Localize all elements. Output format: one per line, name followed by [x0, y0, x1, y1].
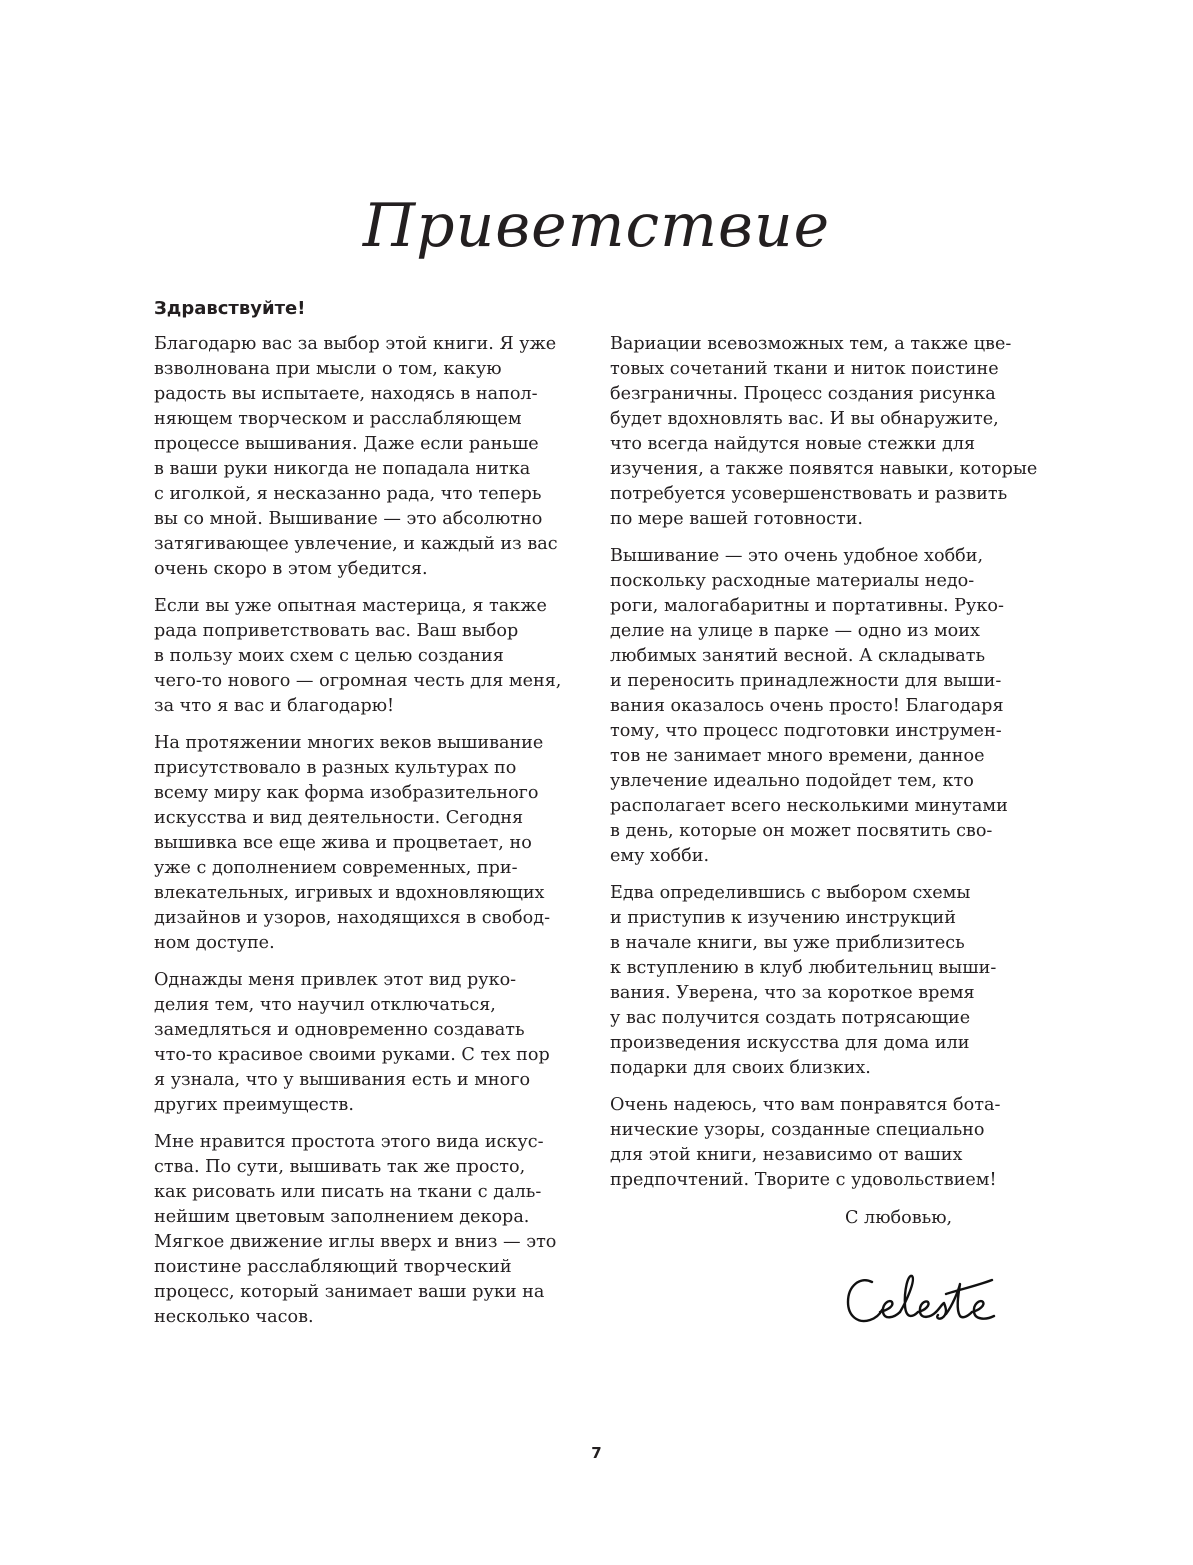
- text-line: Едва определившись с выбором схемы: [610, 883, 971, 903]
- paragraph: [154, 731, 584, 956]
- text-line: тому, что процесс подготовки инструмен-: [610, 721, 1002, 741]
- text-line: что всегда найдутся новые стежки для: [610, 434, 976, 454]
- text-line: Если вы уже опытная мастерица, я также: [154, 596, 547, 616]
- text-line: я узнала, что у вышивания есть и много: [154, 1070, 531, 1090]
- text-line: вы со мной. Вышивание — это абсолютно: [154, 509, 543, 529]
- text-line: поскольку расходные материалы недо-: [610, 571, 975, 591]
- text-line: процесс, который занимает ваши руки на: [154, 1282, 545, 1302]
- right-column: [610, 332, 1050, 1205]
- text-line: чего-то нового — огромная честь для меня,: [154, 671, 562, 691]
- text-line: Однажды меня привлек этот вид руко-: [154, 970, 517, 990]
- text-line: товых сочетаний ткани и ниток поистине: [610, 359, 999, 379]
- text-line: за что я вас и благодарю!: [154, 696, 395, 716]
- paragraph: [154, 968, 584, 1118]
- text-line: уже с дополнением современных, при-: [154, 858, 518, 878]
- text-line: Благодарю вас за выбор этой книги. Я уже: [154, 334, 557, 354]
- text-line: дизайнов и узоров, находящихся в свобод-: [154, 908, 551, 928]
- text-line: нические узоры, созданные специально: [610, 1120, 985, 1140]
- greeting-heading: Здравствуйте!: [154, 298, 306, 319]
- text-line: рада поприветствовать вас. Ваш выбор: [154, 621, 519, 641]
- text-line: нейшим цветовым заполнением декора.: [154, 1207, 530, 1227]
- text-line: Мне нравится простота этого вида искус-: [154, 1132, 544, 1152]
- page-number: 7: [591, 1444, 602, 1462]
- text-line: любимых занятий весной. А складывать: [610, 646, 986, 666]
- text-line: затягивающее увлечение, и каждый из вас: [154, 534, 558, 554]
- text-line: у вас получится создать потрясающие: [610, 1008, 971, 1028]
- text-line: очень скоро в этом убедится.: [154, 559, 428, 579]
- text-line: к вступлению в клуб любительниц выши-: [610, 958, 997, 978]
- text-line: взволнована при мысли о том, какую: [154, 359, 502, 379]
- text-line: радость вы испытаете, находясь в напол-: [154, 384, 538, 404]
- text-line: подарки для своих близких.: [610, 1058, 871, 1078]
- text-line: Мягкое движение иглы вверх и вниз — это: [154, 1232, 557, 1252]
- text-line: вышивка все еще жива и процветает, но: [154, 833, 532, 853]
- text-line: и приступив к изучению инструкций: [610, 908, 957, 928]
- text-line: вания. Уверена, что за короткое время: [610, 983, 975, 1003]
- text-line: несколько часов.: [154, 1307, 314, 1327]
- closing-text: С любовью,: [845, 1208, 953, 1228]
- text-line: делие на улице в парке — одно из моих: [610, 621, 980, 641]
- text-line: для этой книги, независимо от ваших: [610, 1145, 963, 1165]
- text-line: в начале книги, вы уже приблизитесь: [610, 933, 965, 953]
- text-line: Очень надеюсь, что вам понравятся бота-: [610, 1095, 1001, 1115]
- text-line: как рисовать или писать на ткани с даль-: [154, 1182, 542, 1202]
- text-line: безграничны. Процесс создания рисунка: [610, 384, 996, 404]
- text-line: процессе вышивания. Даже если раньше: [154, 434, 539, 454]
- paragraph: [610, 332, 1050, 532]
- text-line: потребуется усовершенствовать и развить: [610, 484, 1008, 504]
- text-line: с иголкой, я несказанно рада, что теперь: [154, 484, 542, 504]
- text-line: располагает всего несколькими минутами: [610, 796, 1008, 816]
- text-line: и переносить принадлежности для выши-: [610, 671, 1002, 691]
- text-line: няющем творческом и расслабляющем: [154, 409, 522, 429]
- text-line: присутствовало в разных культурах по: [154, 758, 517, 778]
- text-line: искусства и вид деятельности. Сегодня: [154, 808, 524, 828]
- text-line: Вариации всевозможных тем, а также цве-: [610, 334, 1012, 354]
- text-line: будет вдохновлять вас. И вы обнаружите,: [610, 409, 999, 429]
- text-line: Вышивание — это очень удобное хобби,: [610, 546, 984, 566]
- text-line: замедляться и одновременно создавать: [154, 1020, 525, 1040]
- paragraph: [154, 1130, 584, 1330]
- text-line: На протяжении многих веков вышивание: [154, 733, 544, 753]
- text-line: вания оказалось очень просто! Благодаря: [610, 696, 1004, 716]
- text-line: в пользу моих схем с целью создания: [154, 646, 504, 666]
- text-line: ства. По сути, вышивать так же просто,: [154, 1157, 526, 1177]
- text-line: изучения, а также появятся навыки, которые: [610, 459, 1038, 479]
- text-line: тов не занимает много времени, данное: [610, 746, 985, 766]
- paragraph: [610, 544, 1050, 869]
- text-line: других преимуществ.: [154, 1095, 354, 1115]
- text-line: по мере вашей готовности.: [610, 509, 864, 529]
- text-line: всему миру как форма изобразительного: [154, 783, 539, 803]
- text-line: ном доступе.: [154, 933, 275, 953]
- text-line: предпочтений. Творите с удовольствием!: [610, 1170, 997, 1190]
- paragraph: [154, 332, 584, 582]
- text-line: роги, малогабаритны и портативны. Руко-: [610, 596, 1004, 616]
- text-line: влекательных, игривых и вдохновляющих: [154, 883, 545, 903]
- text-line: поистине расслабляющий творческий: [154, 1257, 512, 1277]
- text-line: в день, которые он может посвятить сво-: [610, 821, 993, 841]
- left-column: [154, 332, 584, 1342]
- signature: [842, 1270, 1002, 1332]
- text-line: делия тем, что научил отключаться,: [154, 995, 496, 1015]
- page-title: Приветствие: [362, 191, 831, 261]
- text-line: что-то красивое своими руками. С тех пор: [154, 1045, 550, 1065]
- text-line: в ваши руки никогда не попадала нитка: [154, 459, 531, 479]
- text-line: увлечение идеально подойдет тем, кто: [610, 771, 974, 791]
- paragraph: [610, 1093, 1050, 1193]
- paragraph: [154, 594, 584, 719]
- paragraph: [610, 881, 1050, 1081]
- text-line: ему хобби.: [610, 846, 710, 866]
- text-line: произведения искусства для дома или: [610, 1033, 970, 1053]
